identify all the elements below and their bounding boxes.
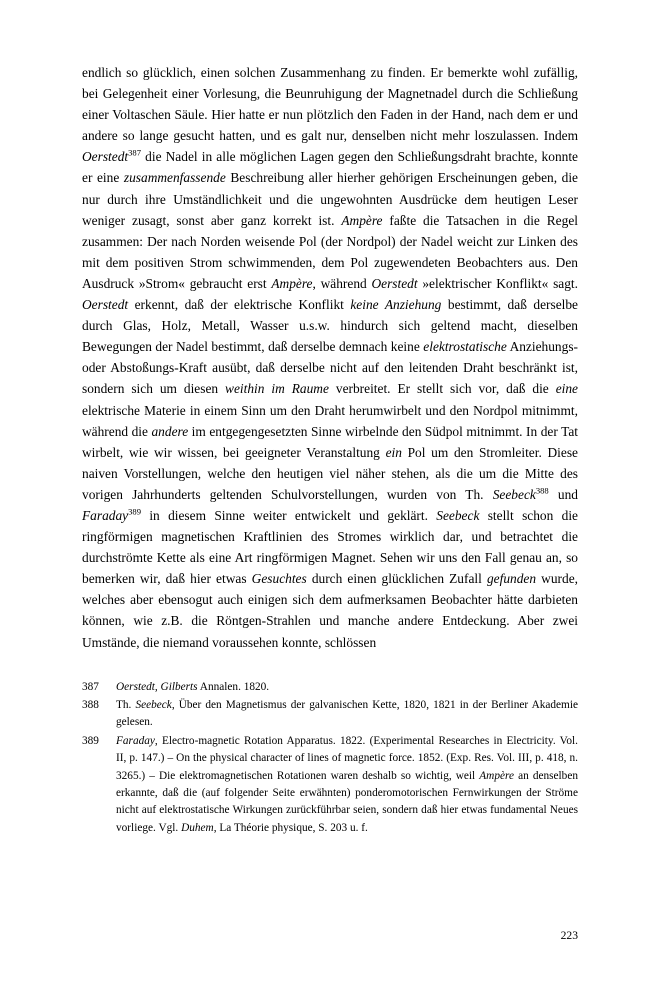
emphasis: zusammenfassende xyxy=(123,170,226,186)
text-run: wurde, welches aber ebensogut auch einigen sich dem aufmerksamen Beobachter hätte darbieten können, wie z.B. die Röntgen-Strahlen und manche andere Entdeckung. Aber zwei Umstände, die niemand voraussehen konnte, schlössen xyxy=(82,571,578,650)
footnote-author: Ampère xyxy=(479,769,514,782)
text-run: endlich so glücklich, einen solchen Zusammenhang zu finden. Er bemerkte wohl zufällig, bei Gelegenheit einer Vorlesung, die Beunruhigung der Magnetnadel durch die Schließung einer Voltaschen Säule. Hier hatte er nun plötzlich den Faden in der Hand, nach dem er und andere so lange gesucht hatten, und es galt nur, denselben nicht mehr loszulassen. Indem xyxy=(82,65,578,144)
footnote-number: 387 xyxy=(82,680,99,693)
person-name-oerstedt: Oerstedt xyxy=(82,149,129,165)
text-run: die Nadel in alle möglichen Lagen gegen den Schließungsdraht brachte, konnte er eine xyxy=(82,149,578,186)
emphasis: eine xyxy=(555,381,579,397)
emphasis: weithin im Raume xyxy=(225,381,329,397)
footnote-text: , La Théorie physique, S. 203 u. f. xyxy=(213,821,368,834)
text-run: Anziehungs- oder Abstoßungs-Kraft ausübt, daß derselbe nicht auf den leitenden Draht beschränkt ist, sondern sich um diesen xyxy=(82,339,578,397)
paragraph-text xyxy=(82,62,578,653)
footnote-author: Duhem xyxy=(181,821,214,834)
person-name-ampere: Ampère xyxy=(341,212,383,228)
text-run: bestimmt, daß derselbe durch Glas, Holz, Metall, Wasser u.s.w. hindurch sich geltend macht, dieselben Bewegungen der Nadel bestimmt, daß derselbe demnach keine xyxy=(82,297,578,355)
person-name-faraday: Faraday xyxy=(82,507,129,523)
footnote-ref-389[interactable]: 389 xyxy=(128,506,142,517)
footnote-text: , Über den Magnetismus der galvanischen Kette, 1820, 1821 in der Berliner Akademie gelesen. xyxy=(116,699,578,729)
emphasis: ein xyxy=(385,444,402,460)
person-name-seebeck: Seebeck xyxy=(436,507,480,523)
text-run: verbreitet. Er stellt sich vor, daß die xyxy=(328,381,556,397)
footnote-text: , Electro-magnetic Rotation Apparatus. 1822. (Experimental Researches in Electricity. Vol. II, p. 147.) – On the physical character of lines of magnetic force. 1852. (Exp. Res. Vol. III, p. 418, n. 3265.) – Die elektromagnetischen Rotationen waren deshalb so wichtig, weil xyxy=(116,734,578,782)
person-name-oerstedt: Oerstedt xyxy=(82,297,129,313)
main-paragraph xyxy=(82,62,578,653)
footnotes-section xyxy=(82,679,578,838)
emphasis: andere xyxy=(151,423,189,439)
footnote-389 xyxy=(82,733,578,837)
emphasis: keine Anziehung xyxy=(350,297,442,313)
footnote-387 xyxy=(82,679,578,696)
text-run: »elektrischer Konflikt« sagt. xyxy=(417,275,578,291)
footnote-text: Annalen. 1820. xyxy=(197,680,270,693)
person-name-oerstedt: Oerstedt xyxy=(371,275,418,291)
footnote-number: 388 xyxy=(82,699,99,712)
text-run: in diesem Sinne weiter entwickelt und geklärt. xyxy=(141,507,437,523)
footnote-number: 389 xyxy=(82,734,99,747)
person-name-seebeck: Seebeck xyxy=(492,486,536,502)
emphasis: elektrostatische xyxy=(423,339,507,355)
text-run: Pol um den Stromleiter. Diese naiven Vorstellungen, welche den heutigen viel näher stehen, als die um die Mitte des vorigen Jahrhunderts geltenden Schulvorstellungen, wurden von Th. xyxy=(82,444,578,502)
text-run: elektrische Materie in einem Sinn um den Draht herumwirbelt und den Nordpol mitnimmt, während die xyxy=(82,402,578,439)
text-run: stellt schon die ringförmigen magnetischen Kraftlinien des Stromes wirklich dar, und betrachtet die durchströmte Kette als eine Art ringförmigen Magnet. Sehen wir uns den Fall genau an, so bemerken wir, daß hier etwas xyxy=(82,507,578,587)
footnote-ref-387[interactable]: 387 xyxy=(128,147,142,158)
text-run: und xyxy=(548,486,578,502)
footnote-author: Seebeck xyxy=(135,699,172,712)
footnote-ref-388[interactable]: 388 xyxy=(535,485,549,496)
footnote-author: Faraday xyxy=(116,734,155,747)
person-name-ampere: Ampère xyxy=(271,275,313,291)
footnote-source: Oerstedt, Gilberts xyxy=(116,680,198,693)
page-number: 223 xyxy=(560,929,578,942)
footnote-388 xyxy=(82,697,578,732)
footnote-text: Th. xyxy=(116,699,136,712)
text-run: faßte die Tatsachen in die Regel zusammen: Der nach Norden weisende Pol (der Nordpol) der Nadel weicht zur Linken des mit dem positiven Strom schwimmenden, dem Pol zugewendeten Beobachters aus. Den Ausdruck »Strom« gebraucht erst xyxy=(82,212,578,291)
text-run: , während xyxy=(312,275,372,291)
emphasis: gefunden xyxy=(486,571,537,587)
text-run: im entgegengesetzten Sinne wirbelnde den Südpol mitnimmt. In der Tat wirbelt, wie wir wissen, bei geeigneter Veranstaltung xyxy=(82,423,578,460)
text-run: erkennt, daß der elektrische Konflikt xyxy=(128,297,351,313)
text-run: durch einen glücklichen Zufall xyxy=(306,571,487,587)
footnote-text: an denselben erkannte, daß die (auf folgender Seite erwähnten) ponderomotorischen Fernwirkungen der Ströme nicht auf elektrostatische Wirkungen zurückführbar seien, sondern daß hier etwas fundamental Neues vorliege. Vgl. xyxy=(116,769,578,834)
text-run: Beschreibung aller hierher gehörigen Erscheinungen geben, die nur durch ihre Umständlichkeit und die ungewohnten Ausdrücke dem heutigen Leser weniger zusagt, sonst aber ganz korrekt ist. xyxy=(82,170,578,228)
emphasis: Gesuchtes xyxy=(251,571,307,587)
